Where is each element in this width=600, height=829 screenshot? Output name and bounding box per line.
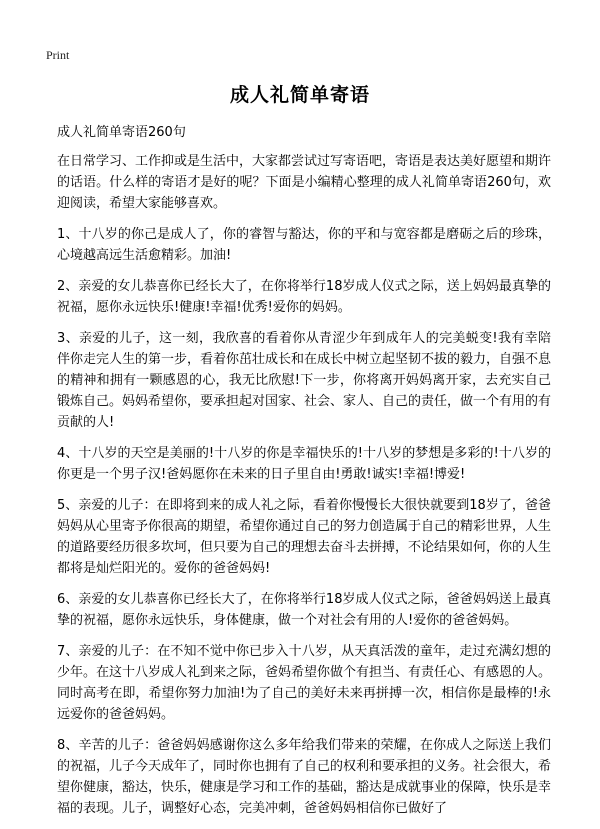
- message-paragraph-8: 8、辛苦的儿子：爸爸妈妈感谢你这么多年给我们带来的荣耀，在你成人之际送上我们的祝福，儿子今天成年了，同时你也拥有了自己的权利和要承担的义务。社会很大，希望你健康，豁达，快乐，健康是学习和工作的基础，豁达是成就事业的保障，快乐是幸福的表现。儿子，调整好心态，完美冲刺，爸爸妈妈相信你已做好了: [57, 738, 552, 816]
- message-paragraph-4: 4、十八岁的天空是美丽的!十八岁的你是幸福快乐的!十八岁的梦想是多彩的!十八岁的你更是一个男子汉!爸妈愿你在未来的日子里自由!勇敢!诚实!幸福!博爱!: [57, 446, 551, 482]
- print-link[interactable]: Print: [46, 48, 70, 62]
- message-paragraph-5: 5、亲爱的儿子：在即将到来的成人礼之际，看着你慢慢长大很快就要到18岁了，爸爸妈妈从心里寄予你很高的期望，希望你通过自己的努力创造属于自己的精彩世界，人生的道路要经历很多坎坷，但只要为自己的理想去奋斗去拼搏，不论结果如何，你的人生都将是灿烂阳光的。爱你的爸爸妈妈!: [57, 498, 552, 576]
- document-subtitle: 成人礼简单寄语260句: [57, 125, 186, 140]
- page-title: 成人礼简单寄语: [229, 84, 370, 106]
- message-paragraph-1: 1、十八岁的你己是成人了，你的睿智与豁达，你的平和与宽容都是磨砺之后的珍珠，心境越高远生活愈精彩。加油!: [57, 227, 551, 263]
- message-paragraph-2: 2、亲爱的女儿恭喜你已经长大了，在你将举行18岁成人仪式之际，送上妈妈最真挚的祝福，愿你永远快乐!健康!幸福!优秀!爱你的妈妈。: [57, 279, 551, 315]
- message-paragraph-7: 7、亲爱的儿子：在不知不觉中你已步入十八岁，从天真活泼的童年，走过充满幻想的少年。在这十八岁成人礼到来之际，爸妈希望你做个有担当、有责任心、有感恩的人。同时高考在即，希望你努力加油!为了自己的美好未来再拼搏一次，相信你是最棒的!永远爱你的爸爸妈妈。: [57, 644, 552, 722]
- message-paragraph-6: 6、亲爱的女儿恭喜你已经长大了，在你将举行18岁成人仪式之际，爸爸妈妈送上最真挚的祝福，愿你永远快乐，身体健康，做一个对社会有用的人!爱你的爸爸妈妈。: [57, 592, 551, 628]
- message-paragraph-3: 3、亲爱的儿子，这一刻，我欣喜的看着你从青涩少年到成年人的完美蜕变!我有幸陪伴你走完人生的第一步，看着你茁壮成长和在成长中树立起坚韧不拔的毅力，自强不息的精神和拥有一颗感恩的心，我无比欣慰!下一步，你将离开妈妈离开家，去充实自己锻炼自己。妈妈希望你，要承担起对国家、社会、家人、自己的责任，做一个有用的有贡献的人!: [57, 331, 552, 430]
- article-body: [57, 151, 551, 829]
- intro-paragraph: 在日常学习、工作抑或是生活中，大家都尝试过写寄语吧，寄语是表达美好愿望和期许的话语。什么样的寄语才是好的呢？下面是小编精心整理的成人礼简单寄语260句，欢迎阅读，希望大家能够喜欢。: [57, 154, 552, 211]
